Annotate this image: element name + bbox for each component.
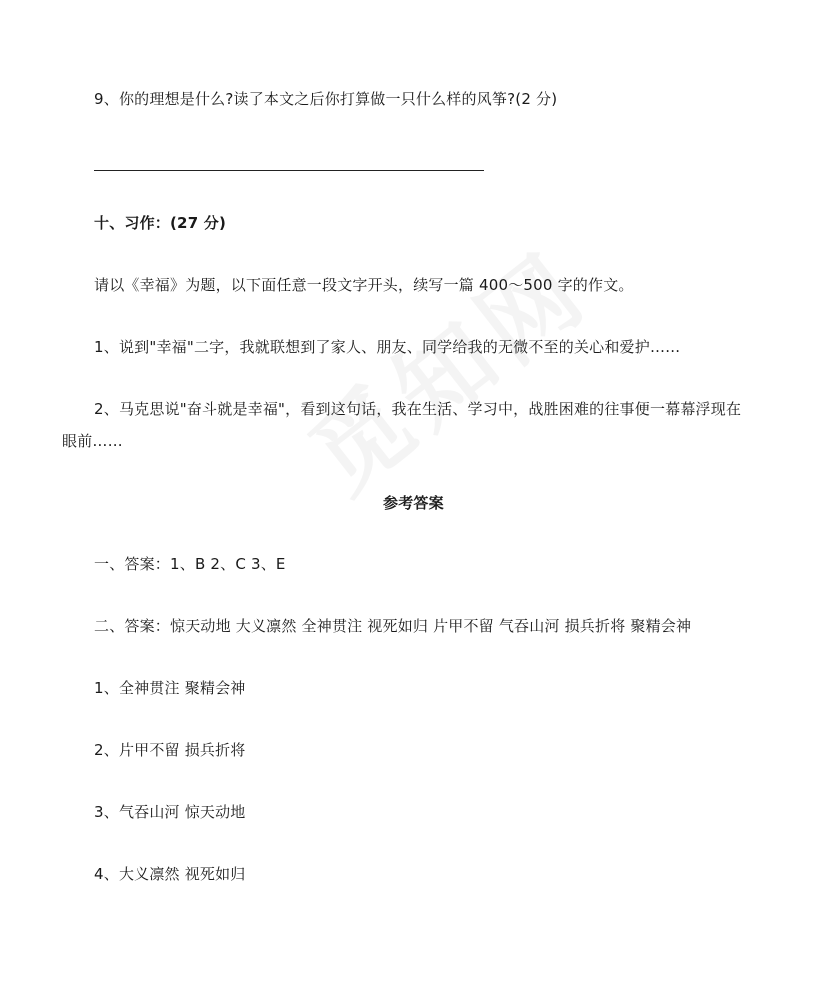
answer-2: 二、答案：惊天动地 大义凛然 全神贯注 视死如归 片甲不留 气吞山河 损兵折将 聚精会神 bbox=[94, 617, 692, 635]
section-10-title: 十、习作：(27 分) bbox=[94, 214, 227, 232]
essay-prompt: 请以《幸福》为题，以下面任意一段文字开头，续写一篇 400～500 字的作文。 bbox=[94, 276, 634, 294]
answers-title: 参考答案 bbox=[383, 494, 444, 512]
watermark bbox=[269, 208, 611, 512]
question-9: 9、你的理想是什么?读了本文之后你打算做一只什么样的风筝?(2 分) bbox=[94, 90, 558, 108]
answer-item-2: 2、片甲不留 损兵折将 bbox=[94, 741, 246, 759]
answer-1: 一、答案：1、B 2、C 3、E bbox=[94, 555, 286, 573]
answer-blank-line bbox=[94, 170, 484, 171]
answer-item-4: 4、大义凛然 视死如归 bbox=[94, 865, 246, 883]
answer-item-1: 1、全神贯注 聚精会神 bbox=[94, 679, 246, 697]
essay-option-1: 1、说到"幸福"二字，我就联想到了家人、朋友、同学给我的无微不至的关心和爱护…… bbox=[94, 338, 681, 356]
answer-item-3: 3、气吞山河 惊天动地 bbox=[94, 803, 246, 821]
essay-option-2-line-1: 2、马克思说"奋斗就是幸福"，看到这句话，我在生活、学习中，战胜困难的往事便一幕幕浮现在 bbox=[94, 400, 742, 418]
essay-option-2-line-2: 眼前…… bbox=[62, 432, 123, 450]
